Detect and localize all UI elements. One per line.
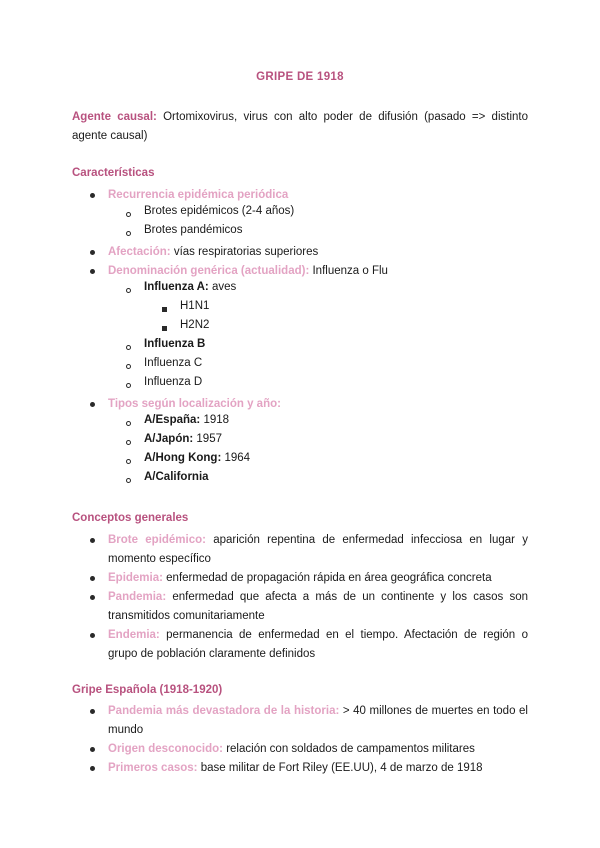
list-item-brotes-pandemicos: Brotes pandémicos	[144, 224, 243, 236]
bullet-icon	[126, 231, 131, 236]
bullet-icon	[90, 633, 95, 638]
list-item-japon	[144, 433, 222, 445]
item-label: Afectación:	[108, 246, 171, 258]
bullet-icon	[90, 766, 95, 771]
bullet-icon	[90, 193, 95, 198]
item-text: Influenza o Flu	[309, 265, 388, 277]
bullet-icon	[90, 595, 95, 600]
item-text: 1957	[193, 433, 222, 445]
list-item-h1n1: H1N1	[180, 300, 210, 312]
list-item-influenza-a	[144, 281, 236, 293]
bullet-icon	[126, 364, 131, 369]
item-text: 1918	[200, 414, 230, 426]
bullet-icon	[90, 576, 95, 581]
bullet-icon	[126, 212, 131, 217]
item-text: relación con soldados de campamentos militares	[223, 743, 475, 755]
list-item-influenza-c: Influenza C	[144, 357, 203, 369]
page-title: GRIPE DE 1918	[256, 71, 344, 83]
list-item-tipos	[108, 395, 528, 414]
section-heading-gripe: Gripe Española (1918-1920)	[72, 684, 223, 696]
item-label: Recurrencia epidémica periódica	[108, 189, 289, 201]
item-text: permanencia de enfermedad en el tiempo. Afectación de región o grupo de población claramente definidos	[108, 629, 528, 660]
list-item-denominacion	[108, 262, 528, 281]
bullet-icon	[126, 345, 131, 350]
bullet-icon	[90, 402, 95, 407]
list-item-primeros	[108, 759, 528, 778]
item-label: Brote epidémico:	[108, 534, 206, 546]
list-item-california: A/California	[144, 471, 209, 483]
bullet-icon	[162, 326, 167, 331]
item-text: vías respiratorias superiores	[170, 246, 319, 258]
list-item-epidemia	[108, 569, 528, 588]
agent-label: Agente causal:	[72, 111, 157, 123]
list-item-afectacion	[108, 243, 528, 262]
list-item-recurrencia	[108, 186, 528, 205]
item-text: aves	[208, 281, 237, 293]
bullet-icon	[126, 288, 131, 293]
list-item-origen	[108, 740, 528, 759]
list-item-influenza-d: Influenza D	[144, 376, 203, 388]
section-heading-caracteristicas: Características	[72, 167, 155, 179]
item-text: 1964	[221, 452, 251, 464]
item-label: Tipos según localización y año:	[108, 398, 281, 410]
item-label: A/Japón:	[144, 433, 194, 445]
bullet-icon	[90, 709, 95, 714]
bullet-icon	[90, 250, 95, 255]
agent-text: Ortomixovirus, virus con alto poder de difusión (pasado => distinto agente causal)	[72, 111, 528, 142]
list-item-h2n2: H2N2	[180, 319, 210, 331]
list-item-brote	[108, 531, 528, 569]
list-item-brotes-epidemicos: Brotes epidémicos (2-4 años)	[144, 205, 295, 217]
list-item-espana	[144, 414, 229, 426]
item-label: A/España:	[144, 414, 201, 426]
item-label: Denominación genérica (actualidad):	[108, 265, 310, 277]
bullet-icon	[126, 478, 131, 483]
item-label: Pandemia más devastadora de la historia:	[108, 705, 340, 717]
item-text: enfermedad que afecta a más de un continente y los casos son transmitidos comunitariamente	[108, 591, 528, 622]
item-label: Endemia:	[108, 629, 160, 641]
item-label: A/Hong Kong:	[144, 452, 222, 464]
item-label: Primeros casos:	[108, 762, 198, 774]
bullet-icon	[126, 459, 131, 464]
item-label: Origen desconocido:	[108, 743, 224, 755]
list-item-pandemia	[108, 588, 528, 626]
bullet-icon	[162, 307, 167, 312]
list-item-endemia	[108, 626, 528, 664]
item-label: Influenza A:	[144, 281, 209, 293]
bullet-icon	[90, 269, 95, 274]
item-text: base militar de Fort Riley (EE.UU), 4 de marzo de 1918	[197, 762, 483, 774]
list-item-influenza-b: Influenza B	[144, 338, 206, 350]
bullet-icon	[126, 421, 131, 426]
item-text: enfermedad de propagación rápida en área geográfica concreta	[162, 572, 492, 584]
list-item-hongkong	[144, 452, 250, 464]
item-text: aparición repentina de enfermedad infecciosa en lugar y momento específico	[108, 534, 528, 565]
agent-paragraph	[72, 108, 528, 146]
section-heading-conceptos: Conceptos generales	[72, 512, 189, 524]
bullet-icon	[90, 747, 95, 752]
item-label: Pandemia:	[108, 591, 167, 603]
bullet-icon	[126, 440, 131, 445]
item-text: > 40 millones de muertes en todo el mundo	[108, 705, 528, 736]
list-item-devastadora	[108, 702, 528, 740]
item-label: Epidemia:	[108, 572, 163, 584]
bullet-icon	[126, 383, 131, 388]
bullet-icon	[90, 538, 95, 543]
